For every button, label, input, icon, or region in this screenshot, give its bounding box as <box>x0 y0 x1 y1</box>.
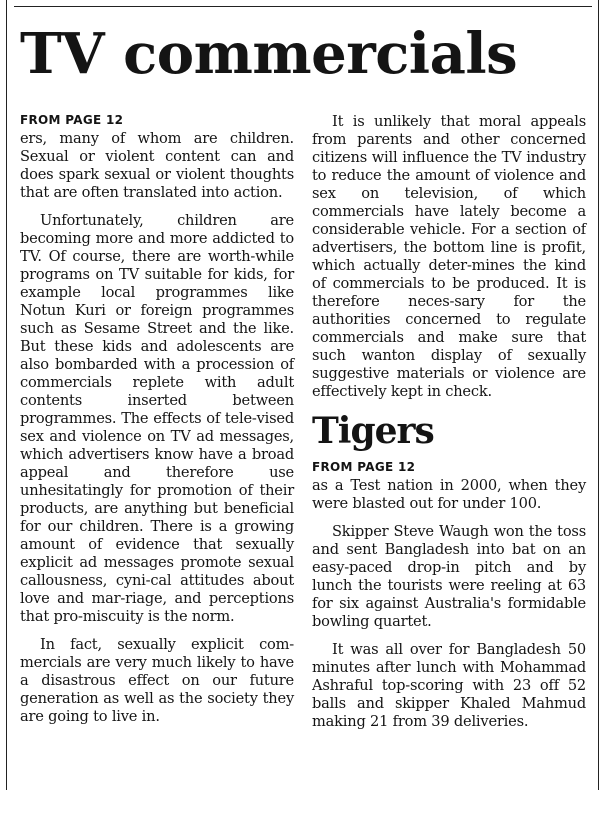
continuation-kicker: FROM PAGE 12 <box>20 113 124 127</box>
left-column-rule <box>6 0 7 790</box>
article-paragraph: It is unlikely that moral appeals from parents and other concerned citizens will influence the TV industry to reduce the amount of violence and sex on television, of which commercials have lately become a considerable vehicle. For a section of advertisers, the bottom line is profit, which actually deter-mines the kind of commercials to be produced. It is therefore neces-sary for the authorities concerned to regulate commercials and make sure that such wanton display of sexually suggestive materials or violence are effectively kept in check. <box>312 113 586 400</box>
headline-tigers: Tigers <box>312 410 434 452</box>
continuation-kicker: FROM PAGE 12 <box>312 460 416 474</box>
article-paragraph: ers, many of whom are children. Sexual or violent content can and does spark sexual or violent thoughts that are often translated into action. <box>20 130 294 201</box>
headline-tv-commercials: TV commercials <box>20 21 518 87</box>
article-paragraph: It was all over for Bangladesh 50 minutes after lunch with Mohammad Ashraful top-scoring with 23 off 52 balls and skipper Khaled Mahmud making 21 from 39 deliveries. <box>312 641 586 730</box>
left-column <box>20 112 294 726</box>
top-rule <box>14 6 592 7</box>
article-paragraph: as a Test nation in 2000, when they were blasted out for under 100. <box>312 477 586 512</box>
article-paragraph: Skipper Steve Waugh won the toss and sent Bangladesh into bat on an easy-paced drop-in pitch and by lunch the tourists were reeling at 63 for six against Australia's formidable bowling quartet. <box>312 523 586 630</box>
right-column-rule <box>598 0 599 790</box>
article-paragraph: In fact, sexually explicit com-mercials are very much likely to have a disastrous effect on our future generation as well as the society they are going to live in. <box>20 636 294 725</box>
right-column <box>312 113 586 731</box>
article-paragraph: Unfortunately, children are becoming more and more addicted to TV. Of course, there are worth-while programs on TV suitable for kids, for example local programmes like Notun Kuri or foreign programmes such as Sesame Street and the like. But these kids and adolescents are also bombarded with a procession of commercials replete with adult contents inserted between programmes. The effects of tele-vised sex and violence on TV ad messages, which advertisers know have a broad appeal and therefore use unhesitatingly for promotion of their products, are anything but beneficial for our children. There is a growing amount of evidence that sexually explicit ad messages promote sexual callousness, cyni-cal attitudes about love and mar-riage, and perceptions that pro-miscuity is the norm. <box>20 212 294 625</box>
